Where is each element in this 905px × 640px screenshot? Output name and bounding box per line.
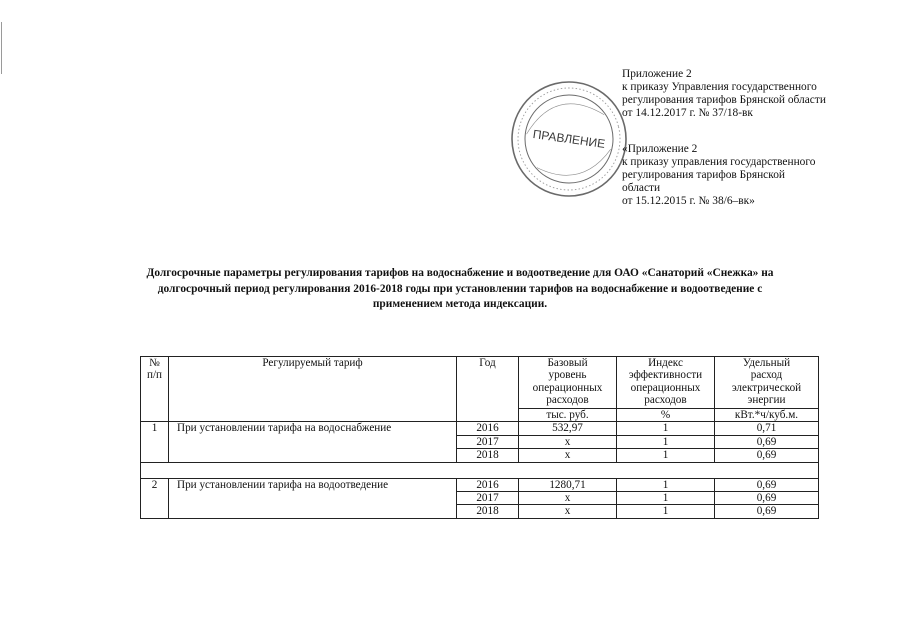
annex-line: «Приложение 2 (622, 143, 698, 155)
document-title (70, 266, 850, 313)
annex-previous (622, 143, 815, 208)
title-line: Долгосрочные параметры регулирования тарифов на водоснабжение и водоотведение для ОАО «Санаторий «Снежка» на (146, 267, 774, 279)
header-specific-consumption: Удельный расход электрической энергии (715, 357, 819, 409)
annex-line: к приказу управления государственного (622, 156, 816, 168)
cell-specific: 0,69 (715, 492, 819, 505)
tariff-parameters-table (140, 356, 819, 519)
cell-base: 532,97 (519, 422, 617, 435)
cell-index: 1 (617, 435, 715, 448)
cell-year: 2017 (457, 435, 519, 448)
spacer-cell (141, 462, 819, 478)
header-efficiency-index: Индекс эффективности операционных расходов (617, 357, 715, 409)
annex-line: от 14.12.2017 г. № 37/18-вк (622, 107, 753, 119)
cell-base: 1280,71 (519, 478, 617, 491)
cell-index: 1 (617, 422, 715, 435)
cell-base: х (519, 505, 617, 518)
group-name: При установлении тарифа на водоснабжение (169, 422, 457, 462)
title-line: долгосрочный период регулирования 2016-2018 годы при установлении тарифов на водоснабжение и водоотведение с (157, 282, 763, 295)
annex-current (622, 68, 826, 120)
official-stamp (509, 79, 629, 199)
annex-line: регулирования тарифов Брянской (622, 169, 785, 181)
annex-line: области (622, 182, 661, 194)
table-row (141, 478, 819, 491)
stamp-text: ПРАВЛЕНИЕ (531, 126, 607, 152)
cell-base: х (519, 449, 617, 462)
annex-line: от 15.12.2015 г. № 38/6–вк» (622, 195, 755, 207)
table-spacer-row (141, 462, 819, 478)
table-row (141, 422, 819, 435)
cell-specific: 0,69 (715, 449, 819, 462)
cell-year: 2018 (457, 449, 519, 462)
cell-year: 2016 (457, 422, 519, 435)
cell-specific: 0,71 (715, 422, 819, 435)
unit-index: % (617, 409, 715, 422)
cell-specific: 0,69 (715, 478, 819, 491)
group-name: При установлении тарифа на водоотведение (169, 478, 457, 518)
cell-base: х (519, 435, 617, 448)
header-tariff: Регулируемый тариф (169, 357, 457, 422)
cell-index: 1 (617, 449, 715, 462)
unit-specific: кВт.*ч/куб.м. (715, 409, 819, 422)
header-year: Год (457, 357, 519, 422)
annex-line: к приказу Управления государственного (622, 81, 817, 93)
annex-line: Приложение 2 (622, 68, 692, 80)
header-num: № п/п (141, 357, 169, 422)
cell-year: 2018 (457, 505, 519, 518)
cell-base: х (519, 492, 617, 505)
cell-year: 2017 (457, 492, 519, 505)
cell-index: 1 (617, 492, 715, 505)
cell-year: 2016 (457, 478, 519, 491)
header-base-opex: Базовый уровень операционных расходов (519, 357, 617, 409)
annex-line: регулирования тарифов Брянской области (622, 94, 826, 106)
cell-specific: 0,69 (715, 435, 819, 448)
group-num: 1 (141, 422, 169, 462)
table-header-row (141, 357, 819, 409)
page-edge-mark (1, 22, 2, 74)
cell-index: 1 (617, 478, 715, 491)
title-line: применением метода индексации. (372, 298, 548, 311)
cell-index: 1 (617, 505, 715, 518)
group-num: 2 (141, 478, 169, 518)
cell-specific: 0,69 (715, 505, 819, 518)
unit-base: тыс. руб. (519, 409, 617, 422)
